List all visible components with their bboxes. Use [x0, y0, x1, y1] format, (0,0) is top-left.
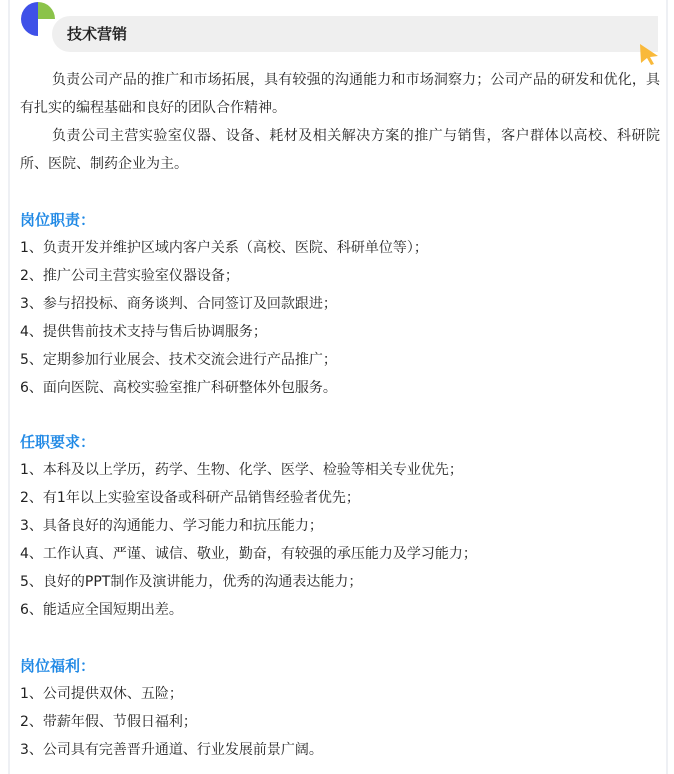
list-item: 2、带薪年假、节假日福利；	[20, 714, 197, 730]
list-item: 3、参与招投标、商务谈判、合同签订及回款跟进；	[20, 296, 337, 312]
section-benefits	[20, 652, 660, 764]
list-item: 3、具备良好的沟通能力、学习能力和抗压能力；	[20, 518, 323, 534]
list-item: 3、公司具有完善晋升通道、行业发展前景广阔。	[20, 742, 323, 758]
section-title: 任职要求：	[20, 433, 96, 451]
benefits-list	[20, 680, 660, 764]
list-item: 4、工作认真、严谨、诚信、敬业，勤奋，有较强的承压能力及学习能力；	[20, 546, 477, 562]
list-item: 1、公司提供双休、五险；	[20, 686, 183, 702]
list-item: 2、推广公司主营实验室仪器设备；	[20, 268, 239, 284]
requirements-list	[20, 456, 660, 624]
list-item: 4、提供售前技术支持与售后协调服务；	[20, 324, 267, 340]
list-item: 5、良好的PPT制作及演讲能力，优秀的沟通表达能力；	[20, 574, 363, 590]
list-item: 1、本科及以上学历，药学、生物、化学、医学、检验等相关专业优先；	[20, 462, 463, 478]
list-item: 6、能适应全国短期出差。	[20, 602, 183, 618]
list-item: 2、有1年以上实验室设备或科研产品销售经验者优先；	[20, 490, 360, 506]
responsibilities-list	[20, 234, 660, 402]
intro-text	[20, 66, 660, 178]
title-bar	[52, 16, 658, 52]
intro-paragraph: 负责公司产品的推广和市场拓展，具有较强的沟通能力和市场洞察力；公司产品的研发和优化，具有扎实的编程基础和良好的团队合作精神。	[20, 72, 660, 116]
section-responsibilities	[20, 206, 660, 402]
half-circle-icon	[21, 2, 55, 36]
cursor-arrow-icon	[638, 42, 660, 66]
section-title: 岗位福利：	[20, 657, 96, 675]
list-item: 1、负责开发并维护区域内客户关系（高校、医院、科研单位等）；	[20, 240, 428, 256]
section-title: 岗位职责：	[20, 211, 96, 229]
section-requirements	[20, 428, 660, 624]
list-item: 5、定期参加行业展会、技术交流会进行产品推广；	[20, 352, 337, 368]
list-item: 6、面向医院、高校实验室推广科研整体外包服务。	[20, 380, 337, 396]
page-title: 技术营销	[67, 25, 128, 43]
left-border-line	[8, 0, 10, 774]
right-border-line	[666, 0, 668, 774]
intro-paragraph: 负责公司主营实验室仪器、设备、耗材及相关解决方案的推广与销售，客户群体以高校、科研院所、医院、制药企业为主。	[20, 128, 660, 172]
